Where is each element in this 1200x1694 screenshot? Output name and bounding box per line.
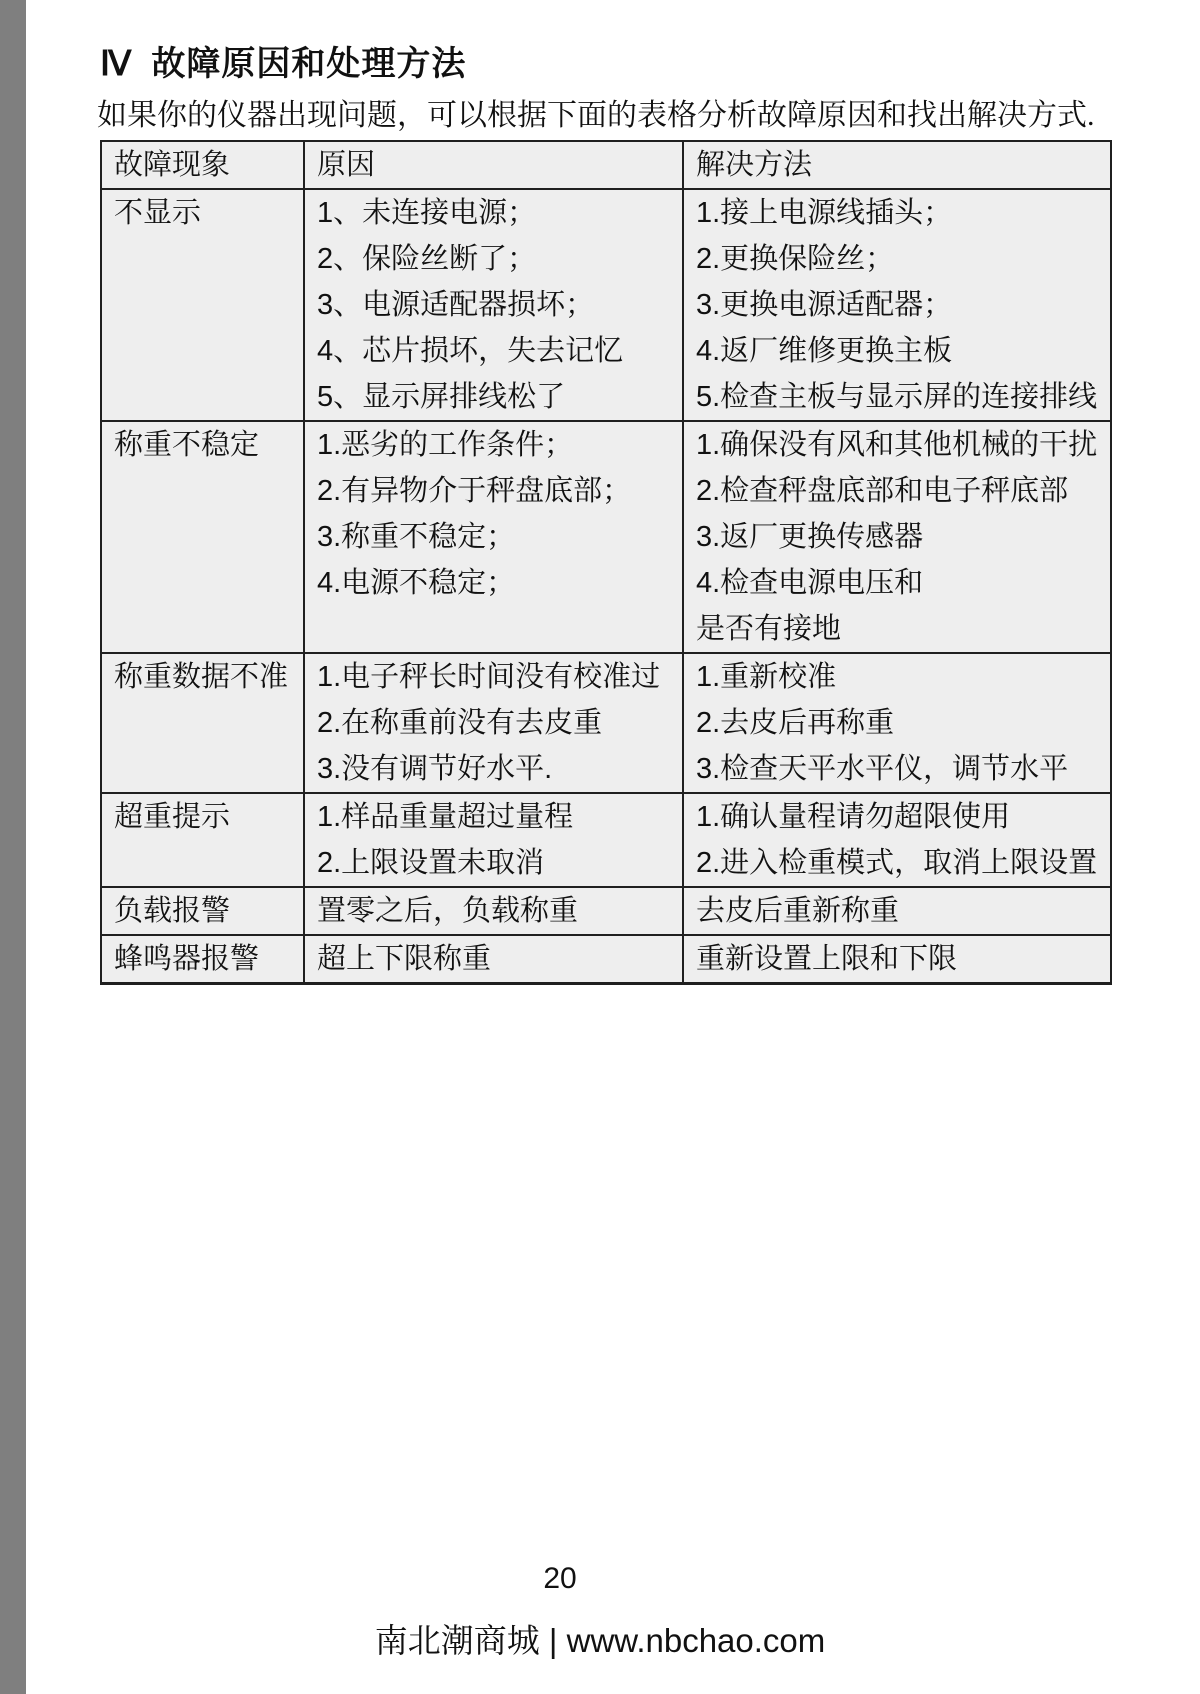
cell-line: 1.接上电源线插头；	[696, 197, 953, 229]
cell-line: 1.电子秤长时间没有校准过	[317, 661, 661, 693]
cell-line: 负载报警	[114, 895, 231, 927]
cell-line: 2.更换保险丝；	[696, 243, 895, 275]
cell-line: 1.确认量程请勿超限使用	[696, 801, 1011, 833]
cause-cell	[304, 887, 683, 935]
solution-cell	[683, 653, 1111, 793]
cell-line: 去皮后重新称重	[696, 895, 900, 927]
cause-cell	[304, 421, 683, 653]
cell-line: 3、电源适配器损坏；	[317, 289, 595, 321]
cause-cell	[304, 653, 683, 793]
cell-line: 2.上限设置未取消	[317, 847, 545, 879]
cell-line: 3.检查天平水平仪，调节水平	[696, 753, 1069, 785]
cell-line: 超上下限称重	[317, 943, 492, 975]
cell-line: 3.没有调节好水平.	[317, 753, 553, 785]
col-header-cause: 原因	[304, 141, 683, 189]
footer-text: 南北潮商城 | www.nbchao.com	[374, 1622, 826, 1659]
cell-line: 2.检查秤盘底部和电子秤底部	[696, 475, 1069, 507]
cell-line: 1.重新校准	[696, 661, 837, 693]
phenomenon-cell	[101, 887, 304, 935]
cell-line: 3.返厂更换传感器	[696, 521, 924, 553]
solution-cell	[683, 189, 1111, 421]
table-row	[101, 421, 1111, 653]
cell-line: 2.去皮后再称重	[696, 707, 895, 739]
cell-line: 称重数据不准	[114, 661, 289, 693]
cell-line: 5、显示屏排线松了	[317, 381, 566, 413]
solution-cell	[683, 793, 1111, 887]
solution-cell	[683, 935, 1111, 984]
cell-line: 2.有异物介于秤盘底部；	[317, 475, 632, 507]
fault-table-header	[101, 141, 1111, 189]
cell-line: 4.电源不稳定；	[317, 567, 516, 599]
phenomenon-cell	[101, 421, 304, 653]
phenomenon-cell	[101, 793, 304, 887]
cell-line: 蜂鸣器报警	[114, 943, 260, 975]
page-number: 20	[543, 1562, 577, 1595]
table-row	[101, 189, 1111, 421]
cause-cell	[304, 189, 683, 421]
cause-cell	[304, 935, 683, 984]
phenomenon-cell	[101, 653, 304, 793]
cell-line: 1、未连接电源；	[317, 197, 537, 229]
cell-line: 超重提示	[114, 801, 231, 833]
phenomenon-cell	[101, 189, 304, 421]
table-row	[101, 653, 1111, 793]
cell-line: 2.在称重前没有去皮重	[317, 707, 603, 739]
header-row	[101, 141, 1111, 189]
cell-line: 称重不稳定	[114, 429, 260, 461]
intro-text: 如果你的仪器出现问题，可以根据下面的表格分析故障原因和找出解决方式.	[97, 99, 1095, 132]
cell-line: 置零之后，负载称重	[317, 895, 579, 927]
col-header-phenomenon: 故障现象	[101, 141, 304, 189]
left-edge-bar	[0, 0, 26, 1694]
cell-line: 不显示	[114, 197, 202, 229]
cell-line: 4、芯片损坏，失去记忆	[317, 335, 624, 367]
section-title: Ⅳ 故障原因和处理方法	[100, 46, 467, 83]
fault-table	[100, 140, 1112, 985]
solution-cell	[683, 887, 1111, 935]
cell-line: 重新设置上限和下限	[696, 943, 958, 975]
cell-line: 1.恶劣的工作条件；	[317, 429, 574, 461]
cell-line: 4.返厂维修更换主板	[696, 335, 953, 367]
solution-cell	[683, 421, 1111, 653]
cell-line: 3.更换电源适配器；	[696, 289, 953, 321]
phenomenon-cell	[101, 935, 304, 984]
cell-line: 2.进入检重模式，取消上限设置	[696, 847, 1098, 879]
col-header-solution: 解决方法	[683, 141, 1111, 189]
cell-line: 3.称重不稳定；	[317, 521, 516, 553]
cell-line: 2、保险丝断了；	[317, 243, 537, 275]
table-row	[101, 887, 1111, 935]
fault-table-body	[101, 189, 1111, 984]
cell-line: 1.确保没有风和其他机械的干扰	[696, 429, 1098, 461]
cause-cell	[304, 793, 683, 887]
table-row	[101, 793, 1111, 887]
cell-line: 是否有接地	[696, 613, 842, 645]
cell-line: 5.检查主板与显示屏的连接排线	[696, 381, 1098, 413]
cell-line: 1.样品重量超过量程	[317, 801, 574, 833]
cell-line: 4.检查电源电压和	[696, 567, 924, 599]
table-row	[101, 935, 1111, 984]
